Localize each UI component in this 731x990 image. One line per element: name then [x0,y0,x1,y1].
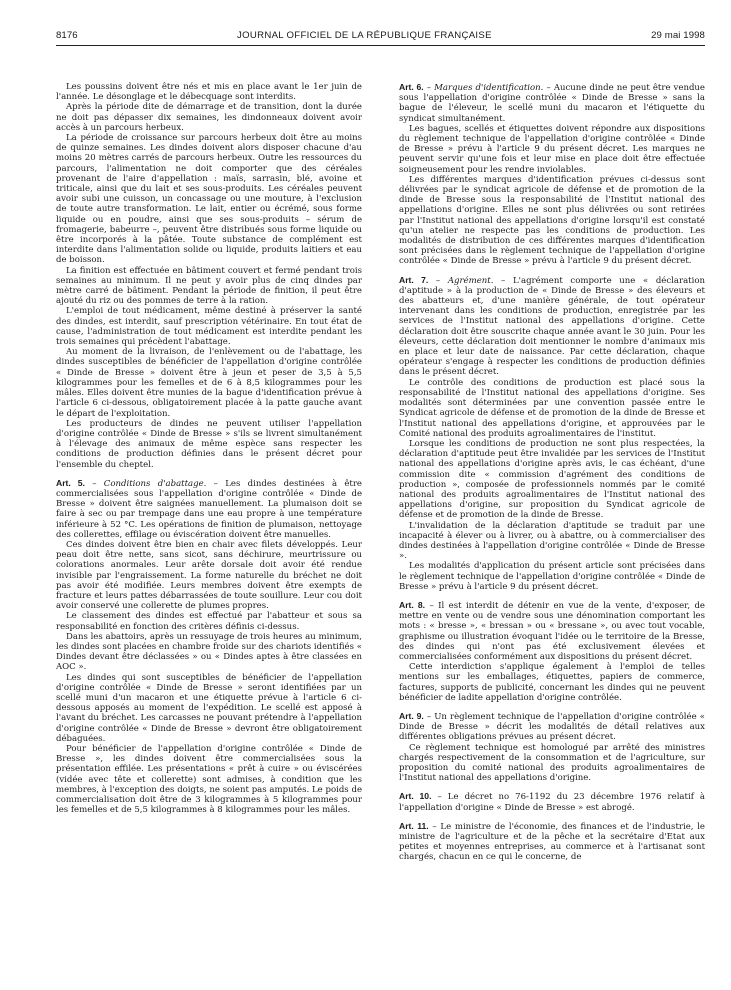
journal-title: JOURNAL OFFICIEL DE LA RÉPUBLIQUE FRANÇAISE [237,30,492,41]
article-paragraph: Art. 7. – Agrément. – L'agrément comporte une « déclaration d'aptitude » à la production de « Dinde de Bresse » des éleveurs et des abatteurs et, d'une manière générale, de tout opérateur intervenant dans les conditions de production, enregistrée par les services de l'Institut national des appellations d'origine. Cette déclaration doit être souscrite chaque année avant le 30 juin. Pour les éleveurs, cette déclaration doit mentionner le nombre d'animaux mis en place et leur date de naissance. Par cette déclaration, chaque opérateur s'engage à respecter les conditions de production définies dans le présent décret. [399,274,705,378]
article-title: Agrément. [447,275,494,286]
body-paragraph [56,347,362,418]
page-header [56,30,705,46]
body-paragraph [56,133,362,266]
paragraph-text: Ce règlement technique est homologué par arrêté des ministres chargés respectivement de la consommation et de l'agriculture, sur proposition du comité national des produits agroalimentaires de l'Institut national des appellations d'origine. [399,742,705,784]
body-paragraph [399,521,705,562]
article-paragraph: Art. 8. – Il est interdit de détenir en vue de la vente, d'exposer, de mettre en vente ou de vendre sous une dénomination comportant les mots : « bresse », « bressan » ou « bressane », ou avec tout vocable, graphisme ou illustration évoquant l'idée ou le territoire de la Bresse, des dindes qui n'ont pas été exclusivement élevées et commercialisées conformément aux dispositions du présent décret. [399,599,705,662]
paragraph-text: Au moment de la livraison, de l'enlèvement ou de l'abattage, les dindes susceptibles de bénéficier de l'appellation d'origine contrôlée « Dinde de Bresse » doivent être à jeun et peser de 3,5 à 5,5 kilogrammes pour les femelles et de 6 à 8,5 kilogrammes pour les mâles. Elles doivent être munies de la bague d'identification prévue à l'article 6 ci-dessous, obligatoirement placée à la patte gauche avant le départ de l'exploitation. [56,347,362,419]
paragraph-text: Il est interdit de détenir en vue de la vente, d'exposer, de mettre en vente ou de vendre sous une dénomination comportant les mots : « bresse », « bressan » ou « bressane », ou avec tout vocable, graphisme ou illustration évoquant l'idée ou le territoire de la Bresse, des dindes qui n'ont pas été exclusivement élevées et commercialisées conformément aux dispositions du présent décret. [399,600,705,662]
paragraph-text: Après la période dite de démarrage et de transition, dont la durée ne doit pas dépasser dix semaines, les dindonneaux doivent avoir accès à un parcours herbeux. [56,102,362,133]
body-paragraph [399,378,705,439]
paragraph-text: Le ministre de l'économie, des finances et de l'industrie, le ministre de l'agriculture et de la pêche et la secrétaire d'Etat aux petites et moyennes entreprises, au commerce et à l'artisanat sont chargés, chacun en ce qui le concerne, de [399,821,705,863]
paragraph-text: Pour bénéficier de l'appellation d'origine contrôlée « Dinde de Bresse », les dindes doivent être commercialisées sous la présentation effilée. Les présentations « prêt à cuire » ou éviscérées (vidée avec tête et collerette) sont admises, à condition que les membres, à l'exception des doigts, ne soient pas amputés. Le poids de commercialisation doit être de 3 kilogrammes à 5 kilogrammes pour les femelles et de 5,5 kilogrammes à 8 kilogrammes pour les mâles. [56,744,362,816]
body-paragraph [56,102,362,133]
issue-date: 29 mai 1998 [651,30,705,41]
paragraph-text: L'emploi de tout médicament, même destiné à préserver la santé des dindes, est interdit, sauf prescription vétérinaire. En tout état de cause, l'administration de tout médicament est interdite pendant les trois semaines qui précèdent l'abattage. [56,306,362,348]
article-number: Art. 10. [399,791,432,802]
page-number: 8176 [56,30,78,41]
paragraph-text: Dans les abattoirs, après un ressuyage de trois heures au minimum, les dindes sont placées en chambre froide sur des chariots identifiés « Dindes devant être déclassées » ou « Dindes aptes à être classées en AOC ». [56,631,362,673]
text-columns [56,82,705,863]
body-paragraph [56,419,362,470]
paragraph-text: Les producteurs de dindes ne peuvent utiliser l'appellation d'origine contrôlée « Dinde de Bresse » s'ils se livrent simultanément à l'élevage des animaux de même espèce sans respecter les conditions de production définies dans le présent décret pour l'ensemble du cheptel. [56,418,362,470]
body-paragraph [56,611,362,631]
paragraph-text: Aucune dinde ne peut être vendue sous l'appellation d'origine contrôlée « Dinde de Bresse » sans la bague de l'éleveur, le scellé muni du macaron et l'étiquette du syndicat simultanément. [399,83,705,124]
paragraph-text: L'invalidation de la déclaration d'aptitude se traduit par une incapacité à élever ou à livrer, ou à abattre, ou à commercialiser des dindes destinées à l'appellation d'origine contrôlée « Dinde de Bresse ». [399,520,705,562]
article-number: Art. 9. [399,710,424,721]
article-paragraph: Art. 10. – Le décret no 76-1192 du 23 décembre 1976 relatif à l'appellation d'origine « Dinde de Bresse » est abrogé. [399,791,705,813]
article-number: Art. 11. [399,820,429,831]
article-number: Art. 5. [56,477,85,488]
body-paragraph [399,175,705,267]
paragraph-text: La finition est effectuée en bâtiment couvert et fermé pendant trois semaines au minimum. Il ne peut y avoir plus de cinq dindes par mètre carré de bâtiment. Pendant la période de finition, il peut être ajouté du riz ou des pommes de terre à la ration. [56,265,362,307]
body-paragraph [399,124,705,175]
paragraph-text: Les dindes destinées à être commercialisées sous l'appellation d'origine contrôlée « Dinde de Bresse » doivent être saignées manuellement. La plumaison doit se faire à sec ou par trempage dans une eau propre à une température inférieure à 52 °C. Les opérations de finition de plumaison, nettoyage des collerettes, effilage ou éviscération doivent être manuelles. [56,478,362,540]
right-column [399,82,705,863]
body-paragraph [56,632,362,673]
paragraph-text: Les bagues, scellés et étiquettes doivent répondre aux dispositions du règlement technique de l'appellation d'origine contrôlée « Dinde de Bresse » prévu à l'article 9 du présent décret. Les marques ne peuvent servir qu'une fois et leur mise en place doit être effectuée soigneusement pour les rendre inviolables. [399,123,705,175]
left-column [56,82,362,863]
paragraph-text: Cette interdiction s'applique également à l'emploi de telles mentions sur les emballages, étiquettes, papiers de commerce, factures, supports de publicité, concernant les dindes qui ne peuvent bénéficier de ladite appellation d'origine contrôlée. [399,662,705,703]
paragraph-text: Les dindes qui sont susceptibles de bénéficier de l'appellation d'origine contrôlée « Dinde de Bresse » seront identifiées par un scellé muni d'un macaron et une étiquette prévue à l'article 6 ci-dessous apposés au moment de l'expédition. Le scellé est apposé à l'avant du bréchet. Les carcasses ne pouvant prétendre à l'appellation d'origine contrôlée « Dinde de Bresse » devront être obligatoirement débaguées. [56,672,362,744]
article-number: Art. 8. [399,599,426,610]
paragraph-text: Le contrôle des conditions de production est placé sous la responsabilité de l'Institut national des appellations d'origine. Ses modalités sont déterminées par une convention passée entre le Syndicat agricole de défense et de promotion de la dinde de Bresse et l'Institut national des appellations d'origine, et approuvées par le Comité national des produits agroalimentaires de l'institut. [399,377,705,439]
article-title: Conditions d'abattage. [103,478,207,489]
article-number: Art. 7. [399,274,429,285]
paragraph-text: La période de croissance sur parcours herbeux doit être au moins de quinze semaines. Les dindes doivent alors disposer chacune d'au moins 20 mètres carrés de parcours herbeux. Outre les ressources du parcours, l'alimentation ne doit comporter que des céréales provenant de l'aire d'appellation : maïs, sarrasin, blé, avoine et triticale, ainsi que du lait et ses sous-produits. Les céréales peuvent avoir subi une cuisson, un concassage ou une mouture, à l'exclusion de toute autre transformation. Le lait, entier ou écrémé, sous forme liquide ou en poudre, ainsi que ses sous-produits – sérum de fromagerie, babeurre –, peuvent être distribués sous forme liquide ou être incorporés à la pâtée. Toute substance de complément est interdite dans l'alimentation solide ou liquide, produits laitiers et eau de boisson. [56,133,362,266]
article-paragraph: Art. 6. – Marques d'identification. – Aucune dinde ne peut être vendue sous l'appellation d'origine contrôlée « Dinde de Bresse » sans la bague de l'éleveur, le scellé muni du macaron et l'étiquette du syndicat simultanément. [399,82,705,124]
body-paragraph [399,662,705,703]
paragraph-text: Lorsque les conditions de production ne sont plus respectées, la déclaration d'aptitude peut être invalidée par les services de l'Institut national des appellations d'origine après avis, le cas échéant, d'une commission dite « commission d'agrément des conditions de production », composée de professionnels nommés par le comité national des produits agroalimentaires de l'Institut national des appellations d'origine, sur proposition du Syndicat agricole de défense et de promotion de la dinde de Bresse. [399,438,705,521]
body-paragraph [399,743,705,784]
body-paragraph [399,561,705,592]
article-paragraph: Art. 9. – Un règlement technique de l'appellation d'origine contrôlée « Dinde de Bresse » décrit les modalités de détail relatives aux différentes obligations prévues au présent décret. [399,710,705,743]
body-paragraph [56,306,362,347]
body-paragraph [56,744,362,815]
article-number: Art. 6. [399,82,424,92]
paragraph-text: Les modalités d'application du présent article sont précisées dans le règlement technique de l'appellation d'origine contrôlée « Dinde de Bresse » prévu à l'article 9 du présent décret. [399,561,705,592]
body-paragraph [56,673,362,744]
article-title: Marques d'identification. [434,83,544,93]
body-paragraph [56,266,362,307]
article-paragraph: Art. 11. – Le ministre de l'économie, des finances et de l'industrie, le ministre de l'agriculture et de la pêche et la secrétaire d'Etat aux petites et moyennes entreprises, au commerce et à l'artisanat sont chargés, chacun en ce qui le concerne, de [399,820,705,863]
body-paragraph [56,82,362,102]
paragraph-text: Les poussins doivent être nés et mis en place avant le 1er juin de l'année. Le désonglage et le débecquage sont interdits. [56,82,362,103]
article-paragraph: Art. 5. – Conditions d'abattage. – Les dindes destinées à être commercialisées sous l'appellation d'origine contrôlée « Dinde de Bresse » doivent être saignées manuellement. La plumaison doit se faire à sec ou par trempage dans une eau propre à une température inférieure à 52 °C. Les opérations de finition de plumaison, nettoyage des collerettes, effilage ou éviscération doivent être manuelles. [56,477,362,540]
paragraph-text: Un règlement technique de l'appellation d'origine contrôlée « Dinde de Bresse » décrit les modalités de détail relatives aux différentes obligations prévues au présent décret. [399,711,705,743]
paragraph-text: Le décret no 76-1192 du 23 décembre 1976 relatif à l'appellation d'origine « Dinde de Bresse » est abrogé. [399,792,705,813]
body-paragraph [56,540,362,611]
paragraph-text: L'agrément comporte une « déclaration d'aptitude » à la production de « Dinde de Bresse » des éleveurs et des abatteurs et, d'une manière générale, de tout opérateur intervenant dans les conditions de production, enregistrée par les services de l'Institut national des appellations d'origine. Cette déclaration doit être souscrite chaque année avant le 30 juin. Pour les éleveurs, cette déclaration doit mentionner le nombre d'animaux mis en place et leur date de naissance. Par cette déclaration, chaque opérateur s'engage à respecter les conditions de production définies dans le présent décret. [399,275,705,378]
paragraph-text: Ces dindes doivent être bien en chair avec filets développés. Leur peau doit être nette, sans sicot, sans déchirure, meurtrissure ou colorations anormales. Leur arête dorsale doit avoir été rendue invisible par l'engraissement. La forme naturelle du bréchet ne doit pas avoir été modifiée. Leurs membres doivent être exempts de fracture et leurs pattes débarrassées de toute souillure. Leur cou doit avoir conservé une collerette de plumes propres. [56,539,362,612]
paragraph-text: Le classement des dindes est effectué par l'abatteur et sous sa responsabilité en fonction des critères définis ci-dessus. [56,611,362,632]
body-paragraph [399,439,705,521]
paragraph-text: Les différentes marques d'identification prévues ci-dessus sont délivrées par le syndicat agricole de défense et de promotion de la dinde de Bresse sous la responsabilité de l'Institut national des appellations d'origine. Elles ne sont plus délivrées ou sont retirées par l'Institut national des appellations d'origine lorsqu'il est constaté qu'un atelier ne respecte pas les conditions de production. Les modalités de distribution de ces différentes marques d'identification sont précisées dans le règlement technique de l'appellation d'origine contrôlée « Dinde de Bresse » prévu à l'article 9 du présent décret. [399,174,705,267]
